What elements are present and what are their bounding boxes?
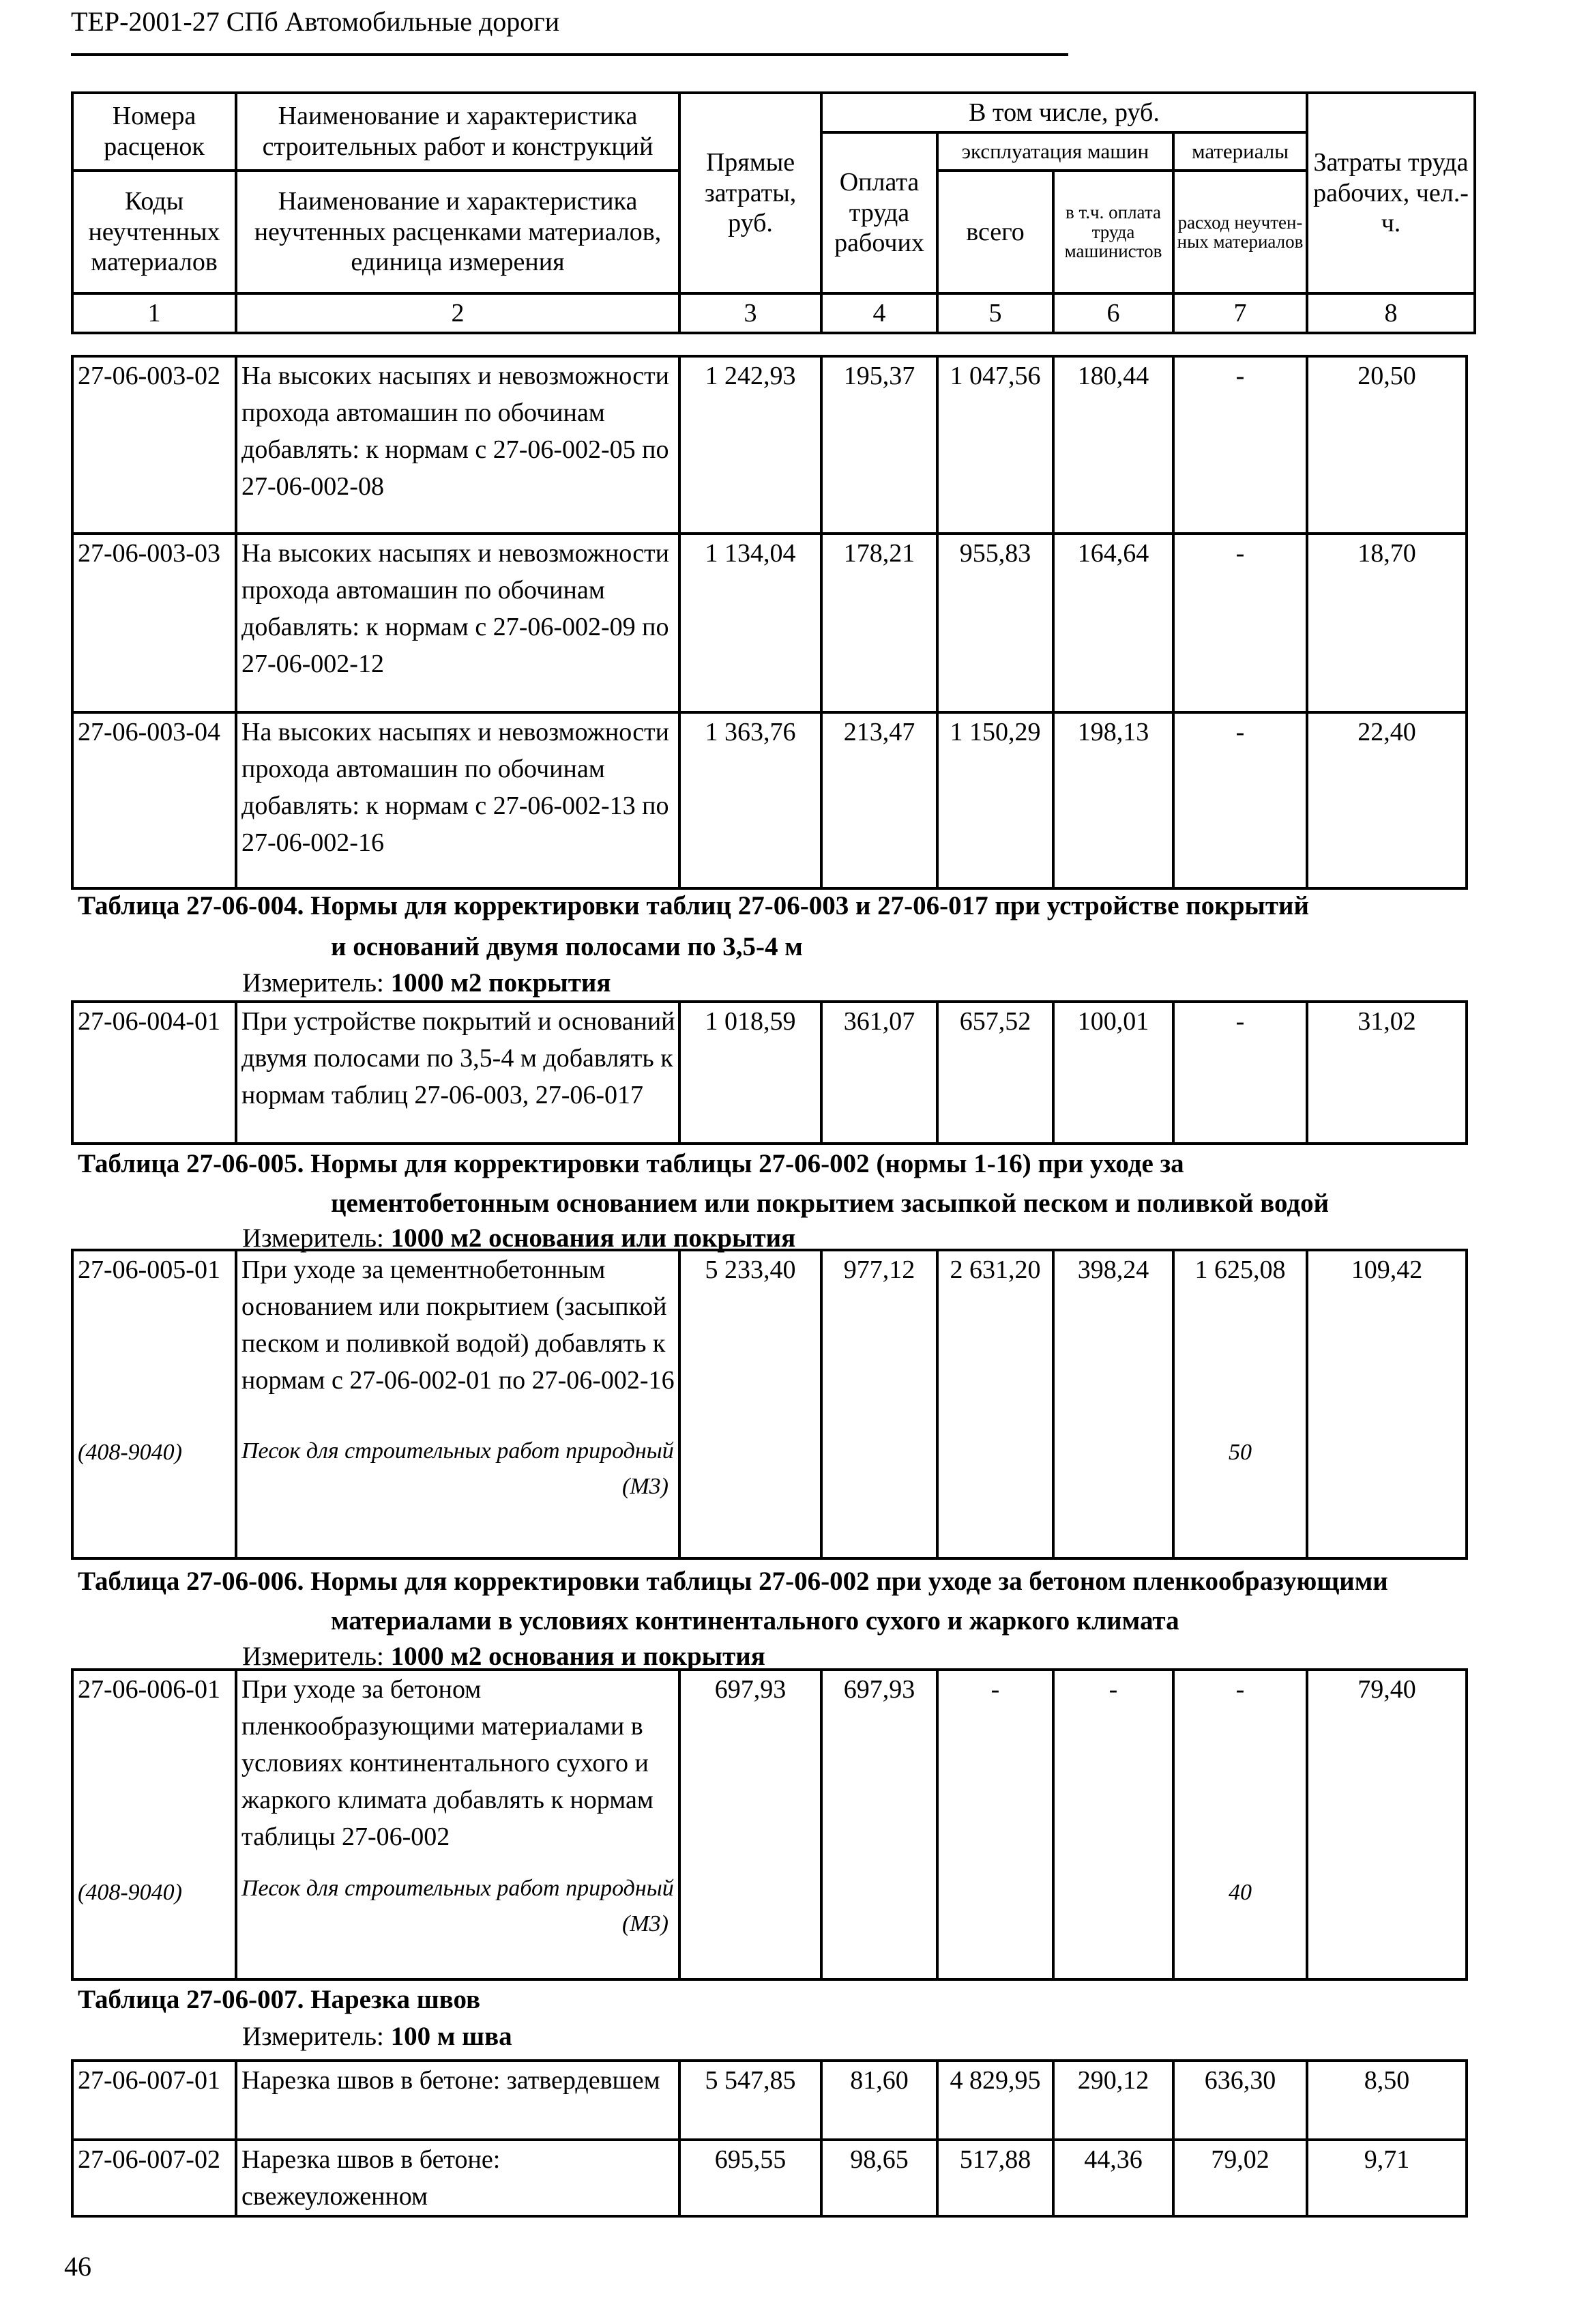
rate-code: 27-06-003-04 <box>72 712 236 888</box>
header-naim: Наименование и характеристика строительных работ и конструкций <box>236 93 679 171</box>
rates-table-003 <box>71 355 1468 890</box>
rates-table-004 <box>71 1000 1468 1145</box>
material-qty: 50 <box>1229 1440 1252 1465</box>
material-qty: 40 <box>1229 1880 1252 1905</box>
cell-labor-pay: 697,93 <box>821 1670 937 1979</box>
rate-code: 27-06-003-03 <box>72 534 236 712</box>
cell-machines-total: 517,88 <box>937 2140 1053 2216</box>
cell-labor-pay: 81,60 <box>821 2061 937 2140</box>
cell-machinist-pay: 164,64 <box>1053 534 1173 712</box>
rates-table-006 <box>71 1668 1468 1981</box>
rate-code: 27-06-007-01 <box>72 2061 236 2140</box>
header-ekspl: эксплуатация машин <box>937 132 1173 171</box>
cell-labor-pay: 977,12 <box>821 1250 937 1558</box>
rate-description: На высоких насыпях и невозможности прохода автомашин по обочинам добавлять: к нормам с 27-06-002-09 по 27-06-002-12 <box>236 534 679 712</box>
cell-machinist-pay: 290,12 <box>1053 2061 1173 2140</box>
material-name: Песок для строительных работ природный <box>241 1438 674 1464</box>
table-title-005-line1: Таблица 27-06-005. Нормы для корректировки таблицы 27-06-002 (нормы 1-16) при уходе за <box>78 1149 1184 1178</box>
header-v-tom-chisle: В том числе, руб. <box>821 93 1307 132</box>
measure-004 <box>242 968 611 998</box>
cell-materials: - <box>1173 712 1307 888</box>
cell-machinist-pay: - <box>1053 1670 1173 1979</box>
cell-labor-pay: 178,21 <box>821 534 937 712</box>
measure-label: Измеритель: <box>242 1642 384 1671</box>
table-row <box>72 2140 1467 2216</box>
table-row <box>72 356 1467 534</box>
colnum-4: 4 <box>821 293 937 333</box>
material-unit: (М3) <box>622 1911 669 1936</box>
header-materialy: материалы <box>1173 132 1307 171</box>
rates-table-005 <box>71 1249 1468 1560</box>
header-oplata: Оплата труда рабочих <box>821 132 937 293</box>
cell-direct-costs: 695,55 <box>679 2140 821 2216</box>
cell-machines-total: 2 631,20 <box>937 1250 1053 1558</box>
cell-materials-cell <box>1173 1670 1307 1979</box>
header-vsego: всего <box>937 171 1053 293</box>
cell-materials: - <box>1173 534 1307 712</box>
cell-labor-hours: 109,42 <box>1307 1250 1467 1558</box>
table-title-005-line2: цементобетонным основанием или покрытием засыпкой песком и поливкой водой <box>331 1189 1330 1218</box>
cell-direct-costs: 1 363,76 <box>679 712 821 888</box>
cell-direct-costs: 5 233,40 <box>679 1250 821 1558</box>
rate-code: 27-06-006-01 <box>78 1675 220 1704</box>
cell-labor-pay: 195,37 <box>821 356 937 534</box>
measure-label: Измеритель: <box>242 968 384 998</box>
colnum-3: 3 <box>679 293 821 333</box>
cell-machines-total: 1 047,56 <box>937 356 1053 534</box>
header-rule <box>71 53 1068 56</box>
rate-code: 27-06-007-02 <box>72 2140 236 2216</box>
cell-machines-total: 1 150,29 <box>937 712 1053 888</box>
rates-table-007 <box>71 2059 1468 2218</box>
cell-labor-hours: 8,50 <box>1307 2061 1467 2140</box>
table-row <box>72 2061 1467 2140</box>
cell-machinist-pay: 198,13 <box>1053 712 1173 888</box>
material-unit: (М3) <box>622 1474 669 1499</box>
table-title-004-line1: Таблица 27-06-004. Нормы для корректировки таблиц 27-06-003 и 27-06-017 при устройстве покрытий <box>78 891 1309 920</box>
colnum-8: 8 <box>1307 293 1475 333</box>
cell-machinist-pay: 44,36 <box>1053 2140 1173 2216</box>
colnum-6: 6 <box>1053 293 1173 333</box>
cell-machines-total: 657,52 <box>937 1002 1053 1144</box>
colnum-2: 2 <box>236 293 679 333</box>
rate-description: На высоких насыпях и невозможности прохода автомашин по обочинам добавлять: к нормам с 27-06-002-13 по 27-06-002-16 <box>236 712 679 888</box>
header-rashod: расход неучтен-ных материалов <box>1173 171 1307 293</box>
cell-labor-hours: 79,40 <box>1307 1670 1467 1979</box>
rate-code: 27-06-004-01 <box>72 1002 236 1144</box>
rate-description-cell <box>236 1670 679 1979</box>
cell-machinist-pay: 398,24 <box>1053 1250 1173 1558</box>
rate-description: Нарезка швов в бетоне: свежеуложенном <box>236 2140 679 2216</box>
cell-labor-hours: 18,70 <box>1307 534 1467 712</box>
header-vtch: в т.ч. оплата труда машинистов <box>1053 171 1173 293</box>
measure-value: 1000 м2 основания и покрытия <box>390 1642 765 1671</box>
cell-labor-pay: 361,07 <box>821 1002 937 1144</box>
cell-materials: - <box>1173 356 1307 534</box>
cell-materials: 636,30 <box>1173 2061 1307 2140</box>
table-row <box>72 712 1467 888</box>
measure-value: 100 м шва <box>390 2022 512 2051</box>
table-row <box>72 1250 1467 1558</box>
measure-label: Измеритель: <box>242 1223 384 1253</box>
cell-materials: - <box>1235 1675 1245 1704</box>
header-pryamye: Прямые затраты, руб. <box>679 93 821 293</box>
table-row <box>72 534 1467 712</box>
rate-description: При устройстве покрытий и оснований двумя полосами по 3,5-4 м добавлять к нормам таблиц 27-06-003, 27-06-017 <box>236 1002 679 1144</box>
colnum-7: 7 <box>1173 293 1307 333</box>
cell-materials: 79,02 <box>1173 2140 1307 2216</box>
colnum-5: 5 <box>937 293 1053 333</box>
cell-direct-costs: 1 018,59 <box>679 1002 821 1144</box>
rate-description: При уходе за бетоном пленкообразующими материалами в условиях континентального сухого и жаркого климата добавлять к нормам таблицы 27-06-002 <box>241 1675 654 1851</box>
column-header-table <box>71 91 1476 334</box>
cell-machinist-pay: 100,01 <box>1053 1002 1173 1144</box>
cell-machines-total: 4 829,95 <box>937 2061 1053 2140</box>
cell-materials-cell <box>1173 1250 1307 1558</box>
cell-labor-hours: 9,71 <box>1307 2140 1467 2216</box>
table-title-006-line2: материалами в условиях континентального сухого и жаркого климата <box>331 1606 1179 1636</box>
header-kody: Коды неучтенных материалов <box>72 171 236 293</box>
table-row <box>72 1002 1467 1144</box>
header-nomera: Номера расценок <box>72 93 236 171</box>
cell-labor-pay: 213,47 <box>821 712 937 888</box>
cell-labor-hours: 31,02 <box>1307 1002 1467 1144</box>
cell-direct-costs: 1 134,04 <box>679 534 821 712</box>
cell-labor-hours: 22,40 <box>1307 712 1467 888</box>
measure-006 <box>242 1641 765 1672</box>
rate-description: На высоких насыпях и невозможности прохода автомашин по обочинам добавлять: к нормам с 27-06-002-05 по 27-06-002-08 <box>236 356 679 534</box>
material-name: Песок для строительных работ природный <box>241 1876 674 1901</box>
rate-description: При уходе за цементнобетонным основанием или покрытием (засыпкой песком и поливкой водой) добавлять к нормам с 27-06-002-01 по 27-06-002-16 <box>241 1255 675 1395</box>
cell-direct-costs: 697,93 <box>679 1670 821 1979</box>
measure-007 <box>242 2021 512 2052</box>
table-title-004-line2: и оснований двумя полосами по 3,5-4 м <box>331 932 803 961</box>
cell-labor-hours: 20,50 <box>1307 356 1467 534</box>
cell-direct-costs: 5 547,85 <box>679 2061 821 2140</box>
measure-value: 1000 м2 основания или покрытия <box>390 1223 796 1253</box>
rate-code: 27-06-003-02 <box>72 356 236 534</box>
cell-materials: - <box>1173 1002 1307 1144</box>
cell-machines-total: - <box>937 1670 1053 1979</box>
rate-code-cell <box>72 1670 236 1979</box>
rate-code-cell <box>72 1250 236 1558</box>
cell-materials: 1 625,08 <box>1194 1255 1286 1284</box>
table-title-007: Таблица 27-06-007. Нарезка швов <box>78 1985 481 2014</box>
material-code: (408-9040) <box>78 1880 182 1905</box>
cell-labor-pay: 98,65 <box>821 2140 937 2216</box>
measure-value: 1000 м2 покрытия <box>390 968 611 998</box>
table-row <box>72 1670 1467 1979</box>
cell-direct-costs: 1 242,93 <box>679 356 821 534</box>
material-code: (408-9040) <box>78 1440 182 1465</box>
colnum-1: 1 <box>72 293 236 333</box>
page-number: 46 <box>64 2251 91 2282</box>
rate-description: Нарезка швов в бетоне: затвердевшем <box>236 2061 679 2140</box>
cell-machines-total: 955,83 <box>937 534 1053 712</box>
running-header: ТЕР-2001-27 СПб Автомобильные дороги <box>71 6 560 37</box>
table-title-006-line1: Таблица 27-06-006. Нормы для корректировки таблицы 27-06-002 при уходе за бетоном пленкообразующими <box>78 1567 1388 1596</box>
header-naim2: Наименование и характеристика неучтенных расценками материалов, единица измерения <box>236 171 679 293</box>
cell-machinist-pay: 180,44 <box>1053 356 1173 534</box>
rate-code: 27-06-005-01 <box>78 1255 220 1284</box>
rate-description-cell <box>236 1250 679 1558</box>
header-zatraty: Затраты труда рабочих, чел.-ч. <box>1307 93 1475 293</box>
measure-label: Измеритель: <box>242 2022 384 2051</box>
